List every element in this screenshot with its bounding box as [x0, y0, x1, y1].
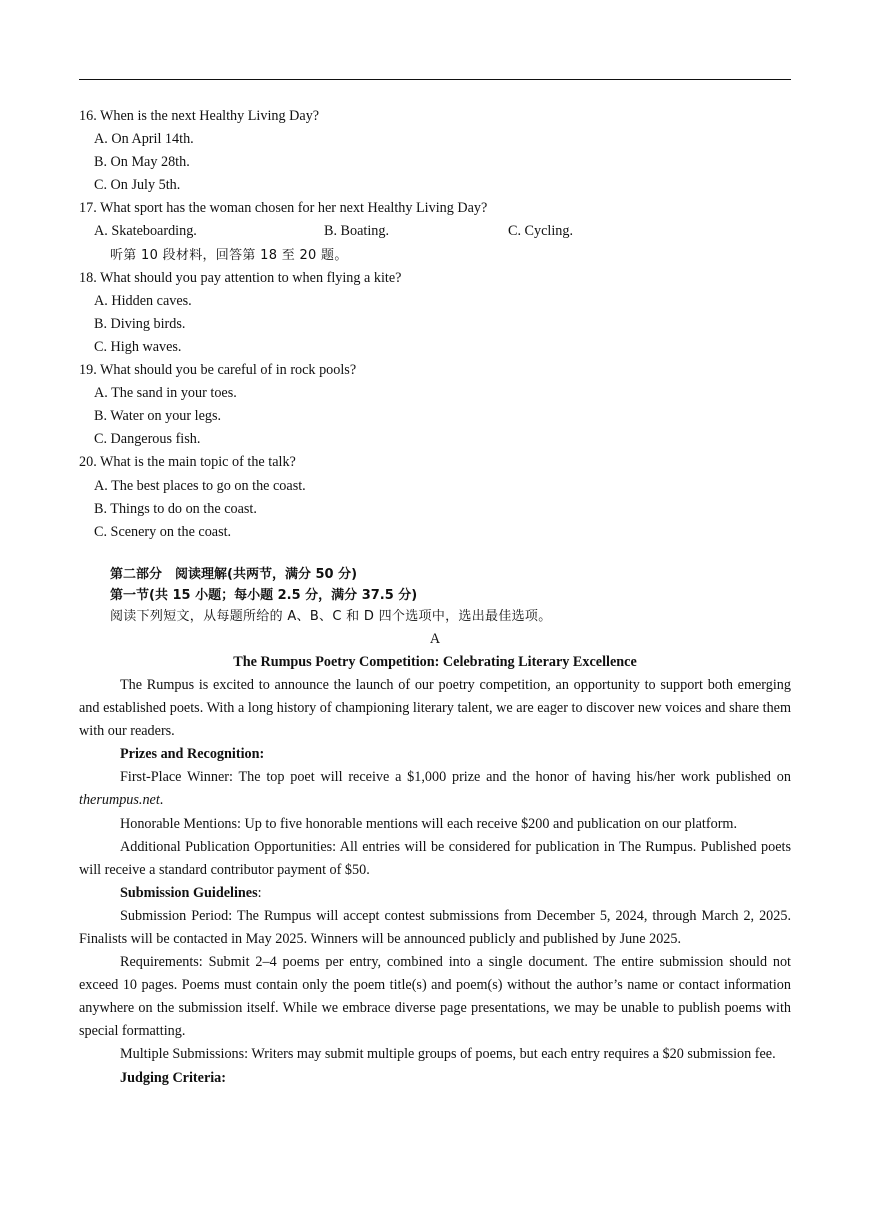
- header-rule: [79, 79, 791, 80]
- question-20-stem: 20. What is the main topic of the talk?: [79, 454, 296, 471]
- submission-heading-colon: :: [257, 884, 262, 901]
- question-16-option-c: C. On July 5th.: [94, 177, 181, 194]
- additional-paragraph: Additional Publication Opportunities: All entries will be considered for publication in The Rumpus. Published poets will receive a standard contributor payment of $50.: [79, 838, 791, 878]
- question-18-option-a: A. Hidden caves.: [94, 292, 192, 309]
- question-18-option-c: C. High waves.: [94, 338, 182, 355]
- question-16-option-a: A. On April 14th.: [94, 131, 194, 148]
- question-18-option-b: B. Diving birds.: [94, 315, 186, 332]
- submission-heading: Submission Guidelines: [120, 884, 258, 901]
- question-17-option-a: A. Skateboarding.: [94, 223, 197, 240]
- listening-instruction: 听第 10 段材料，回答第 18 至 20 题。: [110, 247, 348, 263]
- first-place-text: First-Place Winner: The top poet will receive a $1,000 prize and the honor of having his/her work published on: [120, 769, 791, 786]
- passage-letter: A: [429, 630, 441, 647]
- honorable-paragraph: Honorable Mentions: Up to five honorable mentions will each receive $200 and publication on our platform.: [120, 815, 737, 832]
- question-19-option-b: B. Water on your legs.: [94, 408, 222, 425]
- part-two-heading: 第二部分 阅读理解(共两节，满分 50 分): [110, 566, 358, 582]
- passage-title: The Rumpus Poetry Competition: Celebrating Literary Excellence: [233, 653, 637, 670]
- question-17-stem: 17. What sport has the woman chosen for her next Healthy Living Day?: [79, 200, 488, 217]
- submission-heading-line: [79, 882, 791, 905]
- intro-paragraph: The Rumpus is excited to announce the launch of our poetry competition, an opportunity to support both emerging and established poets. With a long history of championing literary talent, we are eager to discover new voices and share them with our readers.: [79, 676, 791, 740]
- question-16-option-b: B. On May 28th.: [94, 154, 190, 171]
- page-content: [79, 105, 791, 1090]
- first-place-paragraph: [79, 766, 791, 812]
- question-17-option-c: C. Cycling.: [508, 223, 574, 240]
- question-17-option-b: B. Boating.: [324, 223, 390, 240]
- question-20-option-a: A. The best places to go on the coast.: [94, 477, 306, 494]
- reading-instruction: 阅读下列短文，从每题所给的 A、B、C 和 D 四个选项中，选出最佳选项。: [110, 608, 552, 624]
- prizes-heading: Prizes and Recognition:: [120, 746, 265, 763]
- question-17-options: [79, 220, 791, 243]
- section-gap: [79, 544, 791, 564]
- first-place-site: therumpus.net: [79, 792, 160, 809]
- question-19-stem: 19. What should you be careful of in rock pools?: [79, 362, 357, 379]
- judging-heading: Judging Criteria:: [120, 1069, 227, 1086]
- question-19-option-c: C. Dangerous fish.: [94, 431, 201, 448]
- question-19-option-a: A. The sand in your toes.: [94, 385, 237, 402]
- multiple-paragraph: Multiple Submissions: Writers may submit multiple groups of poems, but each entry requires a $20 submission fee.: [120, 1046, 776, 1063]
- period-paragraph: Submission Period: The Rumpus will accept contest submissions from December 5, 2024, through March 2, 2025. Finalists will be contacted in May 2025. Winners will be announced publicly and published by June 2025.: [79, 907, 791, 947]
- first-place-end: .: [159, 792, 164, 809]
- question-20-option-c: C. Scenery on the coast.: [94, 523, 232, 540]
- requirements-paragraph: Requirements: Submit 2–4 poems per entry, combined into a single document. The entire submission should not exceed 10 pages. Poems must contain only the poem title(s) and poem(s) without the author’s name or contact information anywhere on the submission itself. While we embrace diverse page presentations, we may be unable to publish poems with special formatting.: [79, 954, 791, 1040]
- question-20-option-b: B. Things to do on the coast.: [94, 500, 257, 517]
- section-one-heading: 第一节(共 15 小题；每小题 2.5 分，满分 37.5 分): [110, 587, 418, 603]
- question-16-stem: 16. When is the next Healthy Living Day?: [79, 108, 320, 124]
- question-18-stem: 18. What should you pay attention to when flying a kite?: [79, 269, 402, 286]
